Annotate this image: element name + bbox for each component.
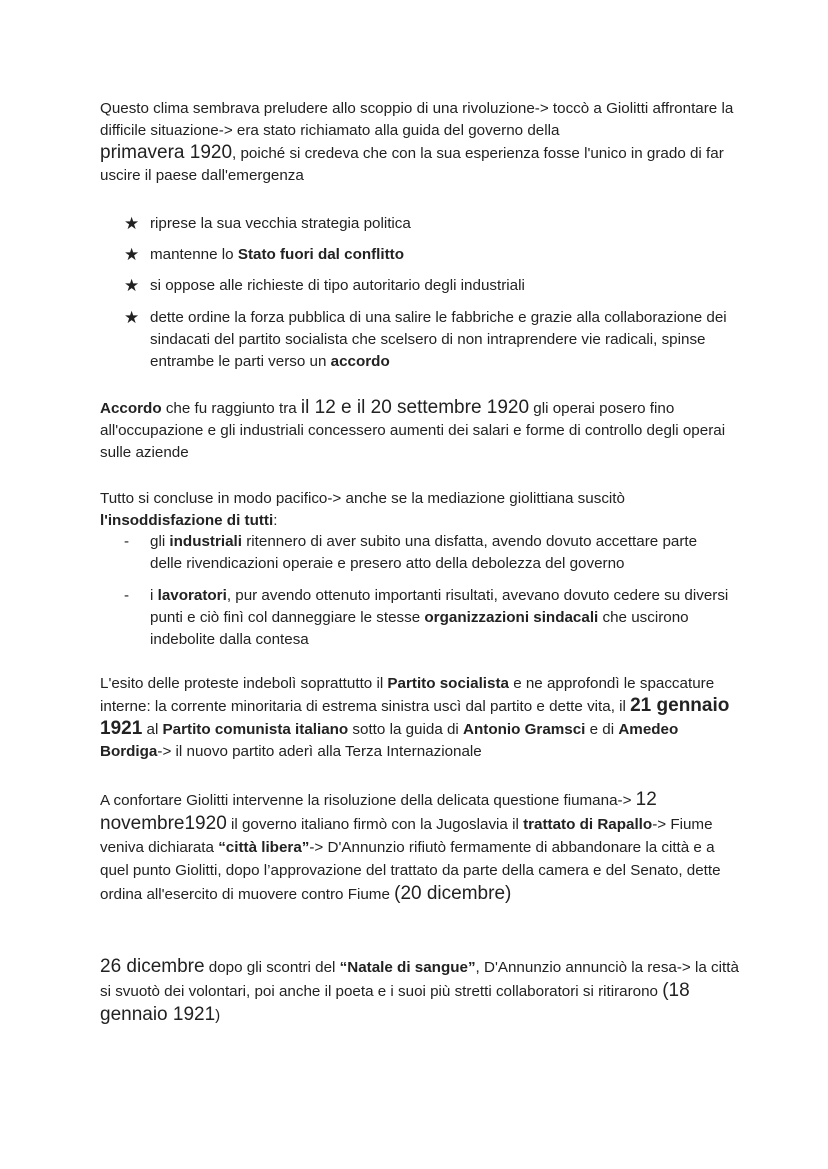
- bold-text: trattato di Rapallo: [523, 816, 653, 833]
- star-icon: ★: [124, 214, 140, 233]
- text: gli: [150, 533, 170, 550]
- bold-text: Amedeo Bordiga: [100, 721, 679, 760]
- text: -> Fiume veniva dichiarata: [100, 816, 713, 856]
- star-item-4: [124, 307, 730, 373]
- text: , pur avendo ottenuto importanti risultati, avevano dovuto cedere su diversi punti e ciò finì col danneggiare le stesse: [150, 587, 729, 626]
- date-highlight: 21 gennaio 1921: [100, 695, 730, 739]
- bold-text: Accordo: [100, 400, 162, 417]
- text: gli operai posero fino all'occupazione e gli industriali concessero aumenti dei salari e forme di controllo degli operai sulle aziende: [100, 400, 726, 461]
- star-item-1: [124, 213, 730, 235]
- text: ): [215, 1007, 221, 1024]
- text: L'esito delle proteste indebolì soprattutto il: [100, 675, 388, 692]
- date-highlight: il 12 e il 20 settembre 1920: [300, 397, 530, 418]
- date-highlight: 26 dicembre: [100, 956, 205, 977]
- text: i: [150, 587, 158, 604]
- dash-icon: -: [124, 587, 130, 604]
- dash-item-2: [124, 585, 730, 651]
- bold-text: Partito comunista italiano: [162, 721, 349, 738]
- bold-text: lavoratori: [157, 587, 227, 604]
- bold-text: “città libera”: [218, 839, 310, 856]
- text: -> il nuovo partito aderì alla Terza Internazionale: [157, 743, 482, 760]
- bold-text: Stato fuori dal conflitto: [237, 246, 405, 263]
- text: al: [142, 721, 163, 738]
- date-highlight: (18 gennaio 1921: [100, 980, 690, 1025]
- paragraph-accordo: [100, 397, 740, 464]
- text: :: [273, 512, 278, 529]
- dash-item-1: [124, 531, 730, 575]
- text: che fu raggiunto tra: [161, 400, 301, 417]
- bold-text: industriali: [169, 533, 242, 550]
- text: dette ordine la forza pubblica di una salire le fabbriche e grazie alla collaborazione dei sindacati del partito socialista che scelsero di non intraprendere vie radicali, spinse entrambe le parti verso un: [150, 309, 727, 370]
- text: , poiché si credeva che con la sua esperienza fosse l'unico in grado di far uscire il paese dall'emergenza: [100, 145, 724, 184]
- text: , D'Annunzio annunciò la resa-> la città si svuotò dei volontari, poi anche il poeta e i suoi più stretti collaboratori si ritirarono: [100, 959, 739, 1000]
- text: il governo italiano firmò con la Jugoslavia il: [226, 816, 524, 833]
- star-icon: ★: [124, 245, 140, 264]
- paragraph-insoddisfazione: [100, 488, 740, 532]
- date-highlight: (20 dicembre): [394, 883, 512, 904]
- star-icon: ★: [124, 276, 140, 295]
- text: mantenne lo: [150, 246, 238, 263]
- text: A confortare Giolitti intervenne la risoluzione della delicata questione fiumana->: [100, 792, 636, 809]
- bold-text: Antonio Gramsci: [463, 721, 586, 738]
- star-item-3: [124, 275, 730, 297]
- text: Questo clima sembrava preludere allo scoppio di una rivoluzione-> toccò a Giolitti affrontare la difficile situazione-> era stato richiamato alla guida del governo della: [100, 100, 734, 139]
- bold-text: Partito socialista: [387, 675, 509, 692]
- text: Tutto si concluse in modo pacifico-> anche se la mediazione giolittiana suscitò: [100, 490, 625, 507]
- text: -> D'Annunzio rifiutò fermamente di abbandonare la città e a quel punto Giolitti, dopo l’approvazione del trattato da parte della camera e del Senato, dette ordina all'esercito di muovere contro Fiume: [100, 839, 721, 903]
- text: ritennero di aver subito una disfatta, avendo dovuto accettare parte delle rivendicazioni operaie e presero atto della debolezza del governo: [150, 533, 698, 572]
- star-item-2: [124, 244, 730, 266]
- text: sotto la guida di: [348, 721, 464, 738]
- paragraph-giolitti-return: [100, 98, 740, 187]
- bold-text: “Natale di sangue”: [339, 959, 476, 976]
- date-highlight: 12 novembre1920: [100, 789, 657, 834]
- star-icon: ★: [124, 308, 140, 327]
- text: si oppose alle richieste di tipo autoritario degli industriali: [150, 277, 525, 294]
- date-highlight: primavera 1920: [100, 142, 233, 163]
- text: e ne approfondì le spaccature interne: la corrente minoritaria di estrema sinistra uscì dal partito e dette vita, il: [100, 675, 715, 715]
- paragraph-questione-fiumana: [100, 788, 740, 906]
- dash-icon: -: [124, 533, 130, 550]
- paragraph-partito-comunista: [100, 673, 740, 763]
- paragraph-natale-di-sangue: [100, 955, 740, 1027]
- bold-text: l'insoddisfazione di tutti: [100, 512, 274, 529]
- text: che uscirono indebolite dalla contesa: [150, 609, 689, 648]
- text: e di: [585, 721, 619, 738]
- bold-text: organizzazioni sindacali: [424, 609, 599, 626]
- bold-text: accordo: [330, 353, 390, 370]
- text: dopo gli scontri del: [204, 959, 340, 976]
- text: riprese la sua vecchia strategia politica: [150, 215, 411, 232]
